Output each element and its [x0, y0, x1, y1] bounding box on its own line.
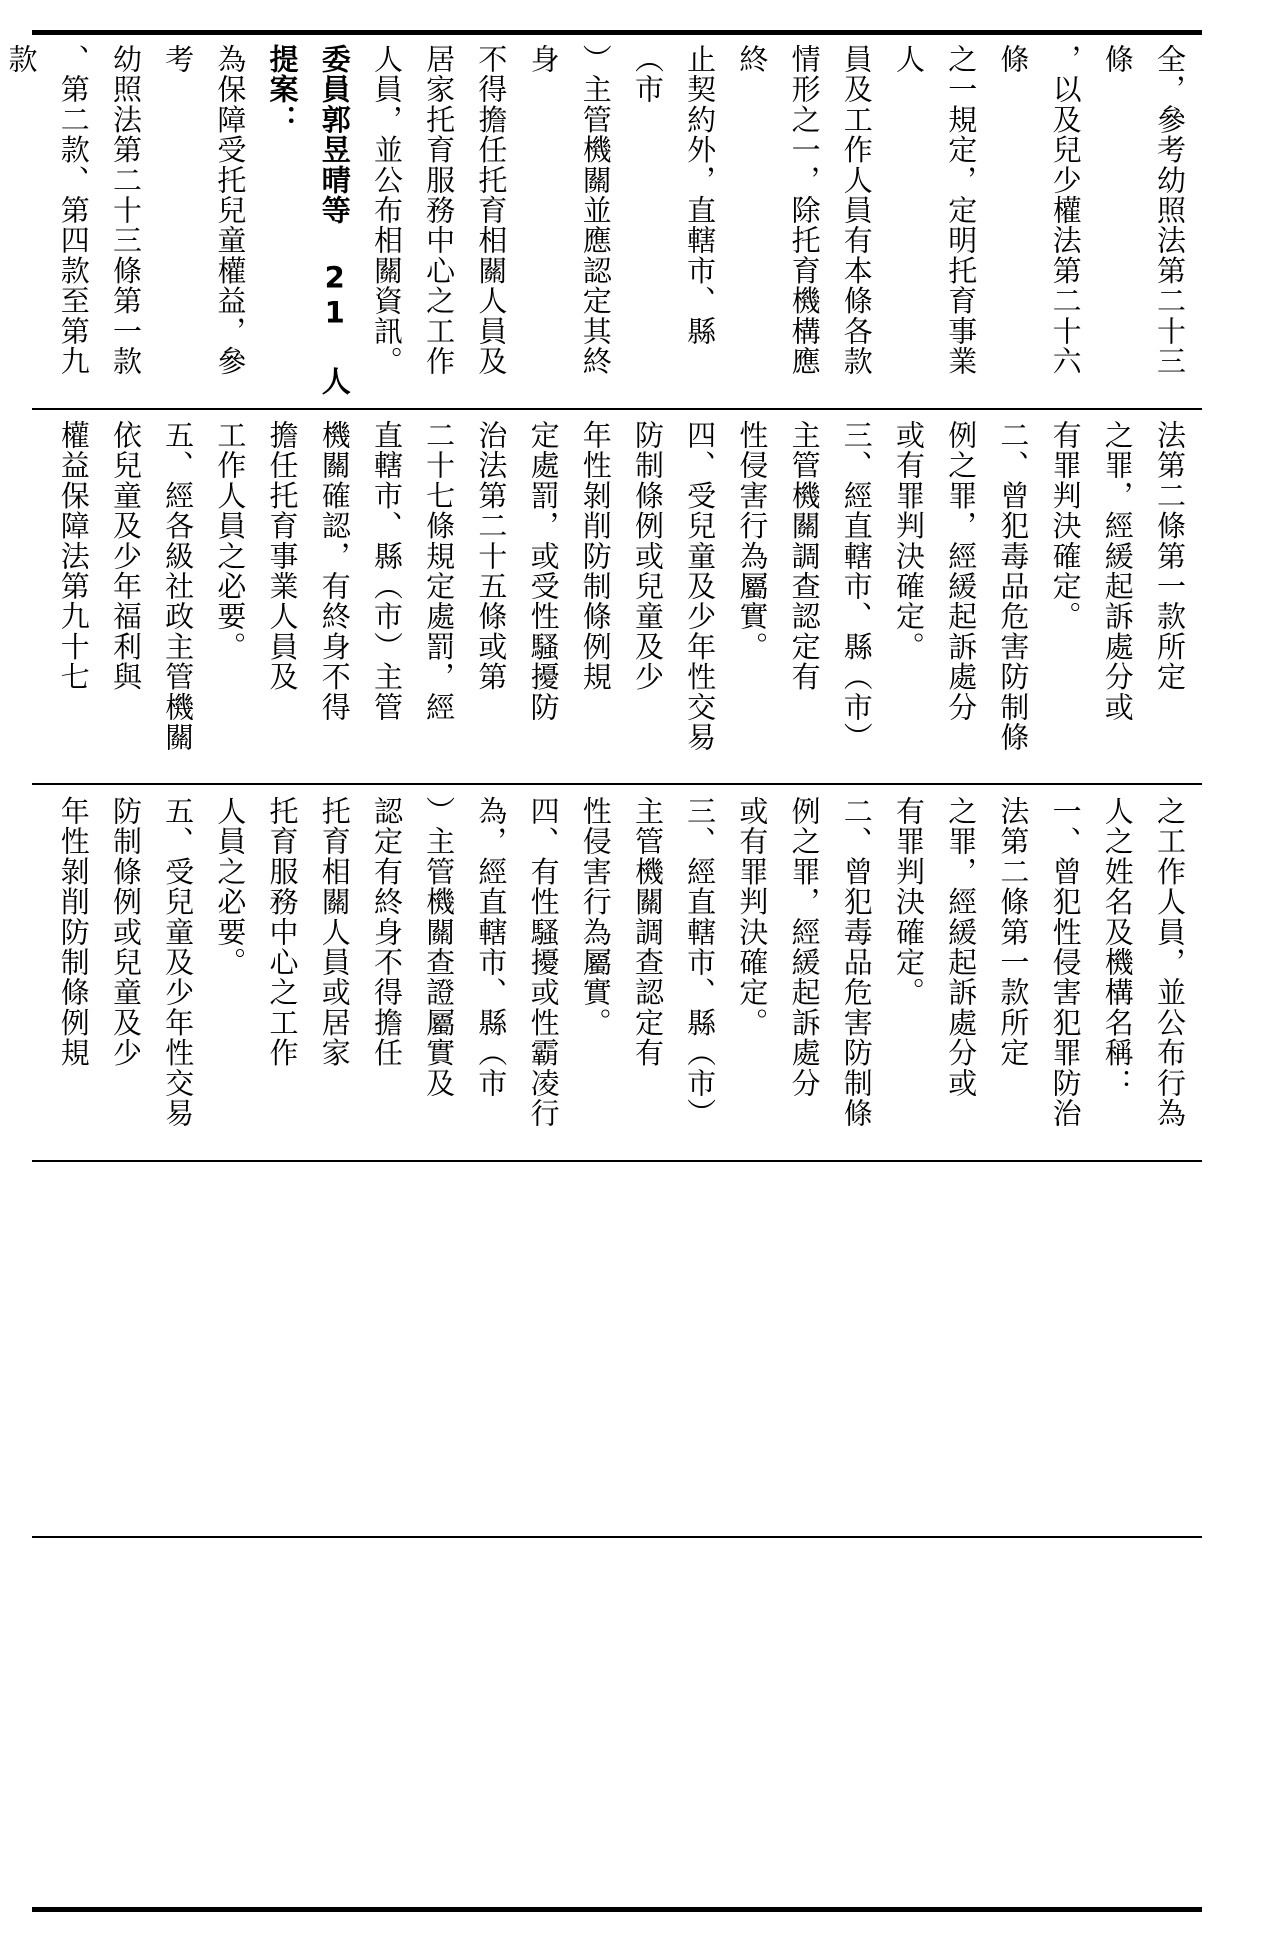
text-line: 防制條例或兒童及少	[108, 796, 143, 1068]
middle-article-column	[56, 420, 1196, 778]
text-line: 性侵害行為屬實。	[735, 420, 770, 662]
text-line: 二、曾犯毒品危害防制條	[839, 796, 874, 1129]
divider-3	[32, 1160, 1202, 1162]
text-line: 性侵害行為屬實。	[578, 796, 613, 1038]
text-line: 三、經直轄市、縣（市）	[839, 420, 874, 753]
text-line: 治法第二十五條或第	[474, 420, 509, 692]
text-line: 權益保障法第九十七	[56, 420, 91, 692]
text-line: 一、曾犯性侵害犯罪防治	[1048, 796, 1083, 1129]
divider-1	[32, 408, 1202, 410]
text-line: 二十七條規定處罰，經	[422, 420, 457, 722]
lower-article-column	[56, 796, 1196, 1154]
text-line: 托育服務中心之工作	[265, 796, 300, 1068]
top-rule	[32, 30, 1202, 35]
text-line: 法第二條第一款所定	[1153, 420, 1187, 692]
divider-2	[32, 783, 1202, 785]
text-line: 三、經直轄市、縣（市）	[683, 796, 718, 1129]
text-line: 例之罪，經緩起訴處分	[944, 420, 979, 722]
text-line: 為保障受托兒童權益，參考	[161, 44, 248, 377]
bottom-rule	[32, 1907, 1202, 1912]
text-line: 不得擔任托育相關人員及	[474, 44, 509, 377]
text-line: 之一規定，定明托育事業人	[891, 44, 979, 377]
text-line: 居家托育服務中心之工作	[422, 44, 457, 377]
empty-column-2	[32, 1539, 1202, 1906]
text-line: 二、曾犯毒品危害防制條	[996, 420, 1031, 753]
text-line: 年性剝削防制條例規	[578, 420, 613, 692]
proposal-heading: 委員郭昱晴等 21 人提案：	[265, 44, 352, 397]
text-line: 人員之必要。	[213, 796, 248, 978]
text-line: 人員，並公布相關資訊。	[369, 44, 404, 377]
text-line: 例之罪，經緩起訴處分	[787, 796, 822, 1098]
text-line: 防制條例或兒童及少	[630, 420, 665, 692]
text-line: 定處罰，或受性騷擾防	[526, 420, 561, 722]
text-line: 主管機關調查認定有	[787, 420, 822, 692]
text-line: 五、經各級社政主管機關	[161, 420, 196, 753]
text-line: 有罪判決確定。	[1048, 420, 1083, 632]
text-line: 情形之一，除托育機構應終	[735, 44, 822, 377]
divider-4	[32, 1536, 1202, 1538]
text-line: 依兒童及少年福利與	[108, 420, 143, 692]
text-line: 法第二條第一款所定	[996, 796, 1031, 1068]
text-line: 工作人員之必要。	[213, 420, 248, 662]
explanation-column	[4, 44, 1196, 402]
empty-column-1	[32, 1163, 1202, 1535]
text-line: 幼照法第二十三條第一款	[108, 44, 143, 377]
text-line: 全，參考幼照法第二十三條	[1100, 44, 1187, 377]
text-line: 擔任托育事業人員及	[265, 420, 300, 692]
text-line: 之工作人員，並公布行為	[1153, 796, 1187, 1129]
text-line: 之罪，經緩起訴處分或	[944, 796, 979, 1098]
text-line: ，以及兒少權法第二十六條	[996, 44, 1083, 377]
text-line: 托育相關人員或居家	[317, 796, 352, 1068]
text-line: 主管機關調查認定有	[630, 796, 665, 1068]
text-line: 、第二款、第四款至第九款	[4, 44, 91, 377]
text-line: 直轄市、縣（市）主管	[369, 420, 404, 722]
text-line: 之罪，經緩起訴處分或	[1100, 420, 1135, 722]
text-line: 人之姓名及機構名稱：	[1100, 796, 1135, 1098]
text-line: ）主管機關並應認定其終身	[526, 44, 613, 377]
text-line: 或有罪判決確定。	[735, 796, 770, 1038]
text-line: ）主管機關查證屬實及	[422, 796, 457, 1098]
text-line: 四、受兒童及少年性交易	[683, 420, 718, 753]
text-line: 有罪判決確定。	[891, 796, 926, 1008]
text-line: 認定有終身不得擔任	[369, 796, 404, 1068]
text-line: 或有罪判決確定。	[891, 420, 926, 662]
text-line: 年性剝削防制條例規	[56, 796, 91, 1068]
text-line: 為，經直轄市、縣（市	[474, 796, 509, 1098]
text-line: 機關確認，有終身不得	[317, 420, 352, 722]
text-line: 員及工作人員有本條各款	[839, 44, 874, 377]
text-line: 四、有性騷擾或性霸凌行	[526, 796, 561, 1129]
text-line: 五、受兒童及少年性交易	[161, 796, 196, 1129]
text-line: 止契約外，直轄市、縣（市	[630, 44, 718, 346]
